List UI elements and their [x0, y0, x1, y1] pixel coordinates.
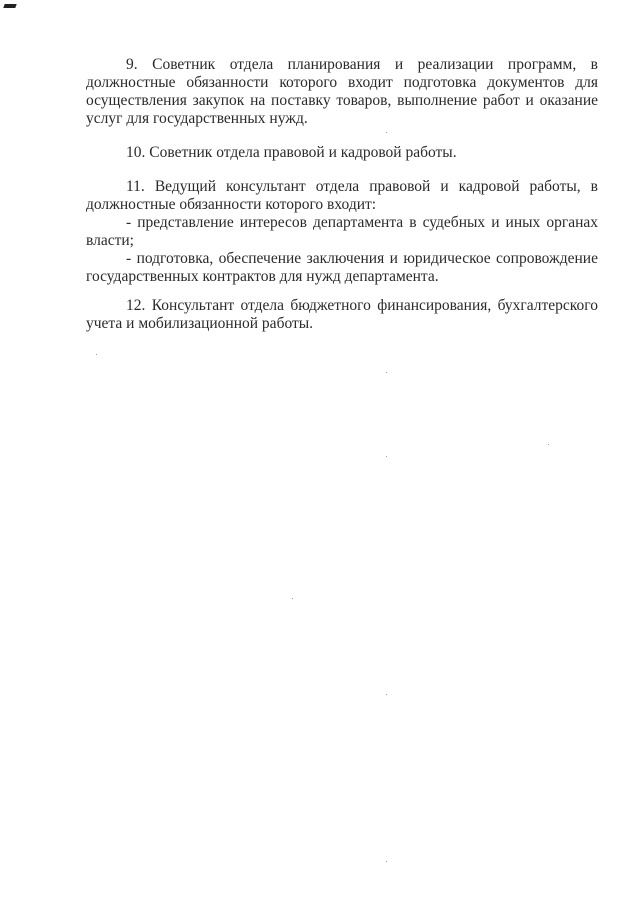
scan-artifact-mark	[3, 4, 16, 8]
paragraph-item-12	[86, 297, 598, 333]
scan-speck	[386, 132, 387, 133]
paragraph-line: 10. Советник отдела правовой и кадровой работы.	[126, 144, 457, 161]
paragraph-line: государственных контрактов для нужд департамента.	[86, 268, 439, 285]
paragraph-line: услуг для государственных нужд.	[86, 110, 308, 127]
paragraph-line: - подготовка, обеспечение заключения и юридическое сопровождение	[126, 250, 598, 267]
paragraph-item-11	[86, 178, 598, 286]
scan-speck	[386, 372, 387, 373]
paragraph-item-9	[86, 56, 598, 128]
paragraph-line: 11. Ведущий консультант отдела правовой и кадровой работы, в	[126, 178, 598, 195]
paragraph-line: власти;	[86, 232, 134, 249]
paragraph-line: 12. Консультант отдела бюджетного финансирования, бухгалтерского	[126, 297, 598, 314]
scan-speck	[386, 456, 387, 457]
scan-speck	[96, 354, 97, 355]
paragraph-line: должностные обязанности которого входит подготовка документов для	[86, 74, 598, 91]
paragraph-line: осуществления закупок на поставку товаров, выполнение работ и оказание	[86, 92, 598, 109]
paragraph-item-10	[86, 144, 598, 162]
scan-speck	[386, 861, 387, 862]
paragraph-line: - представление интересов департамента в судебных и иных органах	[126, 214, 598, 231]
paragraph-line: должностные обязанности которого входит:	[86, 196, 377, 213]
scan-speck	[292, 598, 293, 599]
paragraph-line: 9. Советник отдела планирования и реализации программ, в	[126, 56, 598, 73]
paragraph-line: учета и мобилизационной работы.	[86, 315, 314, 332]
scan-speck	[386, 694, 387, 695]
scan-speck	[548, 444, 549, 445]
